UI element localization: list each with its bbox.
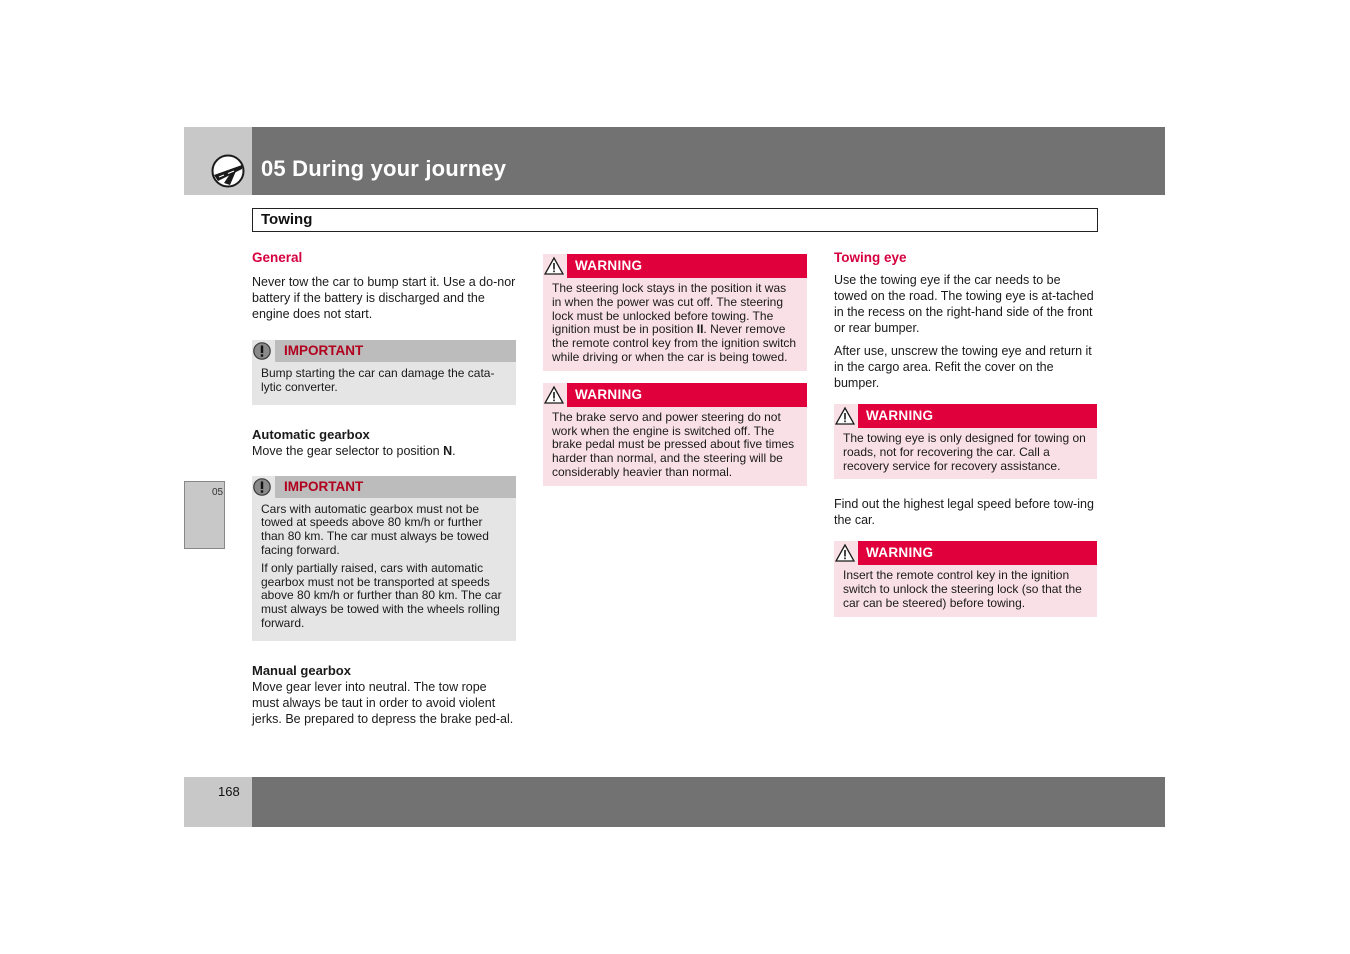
section-title-box bbox=[252, 208, 1098, 232]
warning-box-2 bbox=[543, 383, 807, 486]
manual-gearbox-text: Move gear lever into neutral. The tow rope must always be taut in order to avoid violent jerks. Be prepared to depress the brake ped-al. bbox=[252, 679, 514, 726]
exclamation-icon bbox=[253, 342, 271, 360]
manual-gearbox-heading: Manual gearbox bbox=[252, 662, 351, 678]
warning-bar bbox=[834, 404, 1097, 428]
speed-text: Find out the highest legal speed before tow-ing the car. bbox=[834, 497, 1094, 528]
important-label: IMPORTANT bbox=[284, 478, 364, 494]
column-2 bbox=[543, 254, 807, 498]
important-bar bbox=[252, 476, 516, 498]
exclamation-icon bbox=[253, 478, 271, 496]
warning-bar bbox=[834, 541, 1097, 565]
important-text-1: Cars with automatic gearbox must not be towed at speeds above 80 km/h or further than 80 km. The car must always be towed facing forward. bbox=[261, 501, 489, 557]
warning-triangle-icon bbox=[544, 256, 564, 276]
important-bar bbox=[252, 340, 516, 362]
warning-bar bbox=[543, 254, 807, 278]
warning-box-3 bbox=[834, 404, 1097, 479]
road-icon bbox=[210, 153, 246, 189]
warning-body: The steering lock stays in the position it was in when the power was cut off. The steering lock must be unlocked before towing. The ignition must be in position II. Never remove the remote control key from the ignition switch while driving or when the car is being towed. bbox=[552, 281, 797, 364]
warning-label: WARNING bbox=[575, 386, 643, 402]
important-text-2: If only partially raised, cars with automatic gearbox must not be transported at speeds above 80 km/h or further than 80 km. The car must always be towed with the wheels rolling forward. bbox=[261, 560, 502, 630]
warning-box-4 bbox=[834, 541, 1097, 616]
warning-triangle-icon bbox=[835, 406, 855, 426]
important-label: IMPORTANT bbox=[284, 343, 364, 358]
gear-position: N bbox=[443, 443, 453, 458]
warning-box-1 bbox=[543, 254, 807, 371]
warning-body: The towing eye is only designed for towing on roads, not for recovering the car. Call a recovery service for recovery assistance. bbox=[843, 431, 1086, 473]
warning-label: WARNING bbox=[866, 408, 934, 423]
warning-body: The brake servo and power steering do not work when the engine is switched off. The brake pedal must be pressed about five times harder than normal, and the steering will be considerably heavier than normal. bbox=[552, 409, 795, 479]
important-body bbox=[252, 498, 516, 641]
general-heading: General bbox=[252, 250, 303, 265]
chapter-title: 05 During your journey bbox=[261, 156, 507, 181]
important-text: Bump starting the car can damage the cata-lytic converter. bbox=[261, 366, 495, 394]
important-box-1 bbox=[252, 340, 516, 405]
warning-label: WARNING bbox=[866, 545, 934, 561]
towing-eye-text-1: Use the towing eye if the car needs to be towed on the road. The towing eye is at-tached in the recess on the right-hand side of the front or rear bumper. bbox=[834, 273, 1094, 335]
chapter-side-tab-label: 05 bbox=[212, 487, 224, 498]
column-1 bbox=[252, 250, 516, 734]
warning-bar bbox=[543, 383, 807, 407]
towing-eye-heading: Towing eye bbox=[834, 250, 907, 265]
important-body bbox=[252, 362, 516, 405]
warning-triangle-icon bbox=[544, 385, 564, 405]
column-3 bbox=[834, 250, 1097, 629]
warning-triangle-icon bbox=[835, 543, 855, 563]
page-number: 168 bbox=[218, 784, 240, 799]
section-title: Towing bbox=[261, 211, 313, 228]
warning-label: WARNING bbox=[575, 258, 643, 273]
automatic-gearbox-heading: Automatic gearbox bbox=[252, 426, 370, 442]
towing-eye-text-2: After use, unscrew the towing eye and return it in the cargo area. Refit the cover on the bumper. bbox=[834, 344, 1092, 390]
general-text: Never tow the car to bump start it. Use a do-nor battery if the battery is discharged and the engine does not start. bbox=[252, 275, 516, 321]
ignition-position: II bbox=[696, 322, 704, 337]
footer-bar bbox=[252, 777, 1165, 827]
chapter-side-tab bbox=[184, 481, 225, 549]
important-box-2 bbox=[252, 476, 516, 641]
warning-body: Insert the remote control key in the ignition switch to unlock the steering lock (so that the car can be steered) before towing. bbox=[843, 568, 1082, 610]
automatic-gearbox-text: Move the gear selector to position N. bbox=[252, 443, 456, 458]
